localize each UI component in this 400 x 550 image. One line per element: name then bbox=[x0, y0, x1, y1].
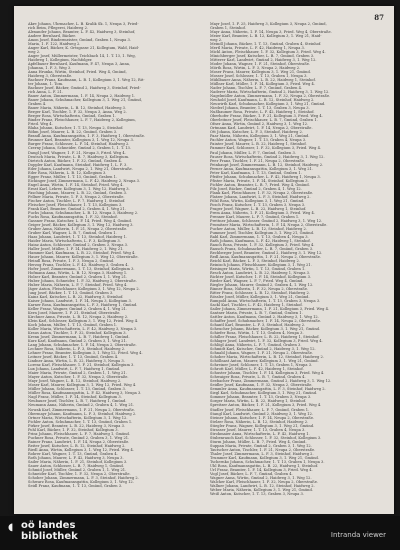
directory-entry-line: Burger Franz, Schlosser, L. F. 14, Steinhof, Haidweg 2. bbox=[28, 142, 130, 147]
right-column bbox=[210, 22, 382, 496]
directory-entry-line: ter Johann, 1. Tom. bbox=[28, 82, 64, 87]
directory-entry-line: Maria, 1. F. 122, Haidweg 2. bbox=[28, 42, 81, 47]
directory-entry-line: Lang Johann, Schuhmacher, 1. F. 14, Neupa 2, Oberstraße. bbox=[28, 343, 137, 348]
directory-entry-line: Peter Karl, Kaufmann, 1. T. 13, Gmünd, Graben 1. bbox=[210, 170, 302, 175]
directory-entry-line: Fuchs Johann, Schuhmacher, L. B. 12, Neupa 3, Haidweg 2. bbox=[28, 210, 139, 215]
directory-entry-line: Platzer Johann, Landwirt, L. F. 3, Steinhof, Haidweg 2. bbox=[210, 194, 311, 199]
directory-entry-line: Minichberger Josef, Kutscher, L. B. 7, Gmünd, Graben 3. bbox=[210, 54, 315, 59]
directory-entry-line: Ernst Karl, Lehrer, Kollegium 3, 1. Weg 12, Haidweg 3. bbox=[28, 186, 130, 191]
directory-entry-line: Sackl Karl, Tischler, L. F. 42, Haidweg 1, Steinhof. bbox=[210, 303, 303, 308]
directory-entry-line: Mayer Anton, Kutscher, 1. F. 32, Neupa 2, Oberstraße. bbox=[28, 375, 129, 380]
directory-entry-line: Heindl Rosa, Private, 1. F. 3, Neupa 2, Gmünd. bbox=[28, 258, 115, 263]
directory-entry-line: Rieder Karl, Wagner, L. F. 7, Fried. Weg 4, Gmünd. bbox=[210, 279, 304, 283]
directory-entry-line: Resch Anton, Landwirt, L. B. 22, Haidweg 1, Neupa 3. bbox=[210, 270, 311, 275]
directory-entry-line: Jäger Anton, Fleischhauer, Kollegium 3, 1. Weg 12, Neupa 2. bbox=[28, 287, 140, 292]
directory-entry-line: Ortmann Karl, Landwirt, 1. F. 14, Neupa 2, Oberstraße. bbox=[210, 126, 313, 131]
directory-entry-line: Prenner Karl, Maurer, L. F. 7, Gmünd, Graben 1. bbox=[210, 214, 300, 219]
directory-entry-line: Strohmaier Anna, Wirtschafterin, L. F. 42, Haidweg 1. bbox=[210, 431, 310, 436]
directory-entry-line: Hainz Anton, Schlosser, Gmünd 2, Graben 3, Neupa 3. bbox=[28, 242, 129, 247]
directory-entry-line: Pilz Josef, Bäcker, Gmünd 2, Graben 4, 1. Weg 12. bbox=[210, 186, 302, 191]
directory-entry-line: Schmidt Karl, Kutscher, Gmünd 2, Haidweg 3, 1. Weg 12. bbox=[210, 347, 316, 352]
directory-entry-line: Lindner Anna, Wirtin, L. B. 22, Haidweg 3, Neupa 3. bbox=[28, 359, 125, 364]
directory-entry-line: Böhm Josef, Maurer, L. B. 22, Gmünd, Graben 3. bbox=[28, 130, 118, 135]
directory-entry-line: Müller Johann, Schlosser, 1. T. 13, Gmünd, Graben 3. bbox=[28, 387, 126, 392]
directory-entry-line: Rausch Franz, Schuhmacher, L. B. 7, Gmünd, Graben 3. bbox=[210, 246, 314, 251]
directory-entry-line: Obermayr Johann, Kaufmann, L. F. 3, Steinhof, Haidweg 2. bbox=[28, 411, 137, 416]
directory-entry-line: rich Anna, L. F. 21. bbox=[28, 90, 63, 95]
directory-entry-line: Paar Maria, Näherin, Kollegium 3, 1. Weg 21, Gmünd. bbox=[210, 134, 310, 139]
directory-entry-line: Rössler Josef, Müller, Kollegium 3, 1. Weg 21, Gmünd. bbox=[210, 295, 310, 300]
directory-entry-line: Michl Anton, Fleischhauer, 1. F. 32, Kollegium 3, Fried. Weg 4. bbox=[210, 50, 326, 55]
directory-entry-line: Bauer Maria, Näherin, L. B. 12, Steinhof, Haidweg 3. bbox=[28, 106, 127, 111]
directory-entry-line: Mosser Josef, Schlosser, 1. T. 13, Graben 1, Neupa 3. bbox=[210, 74, 308, 79]
directory-entry-line: Frank Karl, Beamter, Gmünd 2, Graben 4, 1. Weg 21. bbox=[28, 206, 126, 211]
directory-entry-line: Schwarz Rosa, Kaufmannsgattin, Kollegium 3, 1. Weg 12. bbox=[28, 479, 134, 484]
directory-entry-line: Stangl Karl, Landwirt, Gmünd 2, Haidweg 3, 1. Weg 12. bbox=[210, 411, 313, 416]
directory-entry-line: Hofmann Anna, Wirtin, L. B. 12, Neupa 3, Haidweg 1. bbox=[28, 270, 128, 275]
directory-entry-line: Tautscher Anton, Tischler, 1. F. 21, Neupa 2, Oberstraße. bbox=[210, 447, 316, 452]
directory-entry-line: Sturm Johann, Müller, L. B. 7, Fried. Weg 4, Gmünd. bbox=[210, 439, 307, 444]
directory-entry-line: Hauer Johann, Maurer, Kollegium 3, 1. Weg 12, Oberstraße. bbox=[28, 254, 139, 259]
directory-entry-line: Schuster Johann, Tischler, 1. F. 14, Kollegium 3, Fried. Weg 4. bbox=[210, 371, 325, 376]
directory-entry-line: Nußbaumer Rosa, Private, L. F. 42, Haidweg 1, Steinhof. bbox=[210, 110, 315, 115]
directory-entry-line: Schlögl Anna, Näherin, L. F. 7, Gmünd, Graben 3. bbox=[210, 343, 302, 348]
directory-entry-line: Mayr Anna, Näherin, 1. F. 14, Neupa 3, Fried. Weg 4, Oberstraße. bbox=[210, 30, 332, 35]
directory-entry-line: Haas Johann, Landwirt, 1. T. 13, Steinhof, Haidweg 1. bbox=[28, 234, 128, 239]
directory-entry-line: Stubenrauch Karl, Schlosser, 1. F. 32, Steinhof, Kollegium 3. bbox=[210, 435, 322, 440]
directory-entry-line: Rabl Karl, Zimmermann, 1. T. 13, Graben 4, Neupa 3. bbox=[210, 234, 309, 239]
directory-entry-line: Apfelbauer Bernhard, Kaufmann, F. 47, Neupa 3, Anna, bbox=[28, 62, 131, 67]
directory-entry-line: Binder Franz, Fleischhauer, L. F. 7, Haidweg 2, Kollegium, bbox=[28, 118, 136, 123]
directory-entry-line: Berger Karl, Tischler, 1. F. 32, Neupa 3, Anna, Weg 2. bbox=[28, 110, 127, 115]
directory-entry-line: Schober Maria, Wirtschafterin, L. B. 12, Steinhof, Haidweg 2. bbox=[210, 355, 324, 360]
directory-entry-line: Gassner Franz, Kutscher, L. F. 14, Fried. Weg 4, Gmünd. bbox=[28, 218, 132, 223]
directory-entry-line: Bauer Anton, Zimmermann, 1. F. 14, Neupa 2, Haidweg 1. bbox=[28, 94, 136, 99]
directory-entry-line: Egger Franz, Müller, 1. T. 13, Gmünd, Graben 1. bbox=[28, 174, 118, 179]
directory-entry-line: Naderer Maria, Wirtschafterin, Gmünd 2, Haidweg 3, 1. Weg 12. bbox=[210, 90, 330, 95]
directory-entry-line: Steiner Johann, Kutscher, 1. F. 14, Neupa 2, Oberstraße. bbox=[210, 415, 315, 420]
directory-entry-line: Pammer Karl, Schlosser, 1. F. 32, Kollegium 3, Fried. Weg 4. bbox=[210, 146, 322, 151]
directory-entry-line: Schnabl Johann, Wagner, 1. F. 21, Neupa 2, Oberstraße. bbox=[210, 351, 314, 356]
directory-entry-line: Mitterer Karl, Landwirt, Gmünd 2, Haidweg 3, 1. Weg 12. bbox=[210, 58, 317, 63]
directory-entry-line: Seidl Franz, Kaufmann, 1. T. 13, Gmünd, Graben 3. bbox=[28, 483, 123, 488]
directory-entry-line: Spreitzer Anton, Bäcker, 1. F. 21, Kollegium 3, Fried. Weg 4. bbox=[210, 403, 322, 408]
directory-entry-line: Geiger Josef, Bäcker, Kollegium 3, 1. Weg 12, Haidweg 3. bbox=[28, 222, 134, 227]
directory-entry-line: Czerny Johann, Schneider, Gmünd 2, Graben 1, 1. T. 13. bbox=[28, 146, 131, 151]
logo-line-1: oö landes bbox=[21, 520, 76, 531]
directory-entry-line: Eder Johann, Landwirt, Neupa 2, 1. Weg 21, Oberstraße. bbox=[28, 166, 133, 171]
directory-entry-line: Rainer Franz, Landwirt, 1. F. 14, Neupa 2, Oberstraße. bbox=[28, 439, 130, 444]
directory-entry-line: Pfister Maria, Private, 1. F. 14, Steinhof, Kollegium 3. bbox=[210, 178, 309, 183]
directory-entry-line: Huber Maria, Näherin, L. F. 7, Steinhof, Fried. Weg 4. bbox=[28, 283, 128, 288]
library-logo-icon: ◖ bbox=[8, 522, 14, 533]
directory-entry-line: Ortner Maria, Wirtschafterin, Kollegium 3, 1. Weg 12. bbox=[28, 415, 128, 420]
directory-entry-line: Doppler Karl, Kaufmann, Steinhof, Haidweg 1, L. F. 3. bbox=[28, 162, 128, 167]
directory-entry-line: Mayr Josef, 1. F. 25, Haidweg 3, Kollegium 3, Neupa 2, Gmünd, bbox=[210, 22, 327, 26]
directory-entry-line: Karner Rosa, Kaufmannsgattin, L. F. 3, Haidweg 1, Gmünd. bbox=[28, 303, 138, 308]
directory-entry-line: Trummer Karl, Kaufmann, Kollegium 3, 1. Weg 21, Gmünd. bbox=[210, 455, 320, 460]
directory-entry-line: Müllner Karl, Müller, 1. F. 14, Kollegium 3, Fried. Weg 4. bbox=[210, 82, 315, 87]
directory-entry-line: Sailer Johann, Zimmermann, 1. F. 21, Kollegium 3, Fried. Weg 4. bbox=[210, 307, 330, 312]
directory-entry-line: Fellner Maria, Private, 1. F. 3, Neupa 2, Oberstraße. bbox=[28, 194, 125, 199]
directory-entry-line: Tschernko Johann, Schuhmacher, 1. T. 13, Graben 1, Neupa 3. bbox=[210, 459, 325, 464]
directory-entry-line: Lux Johann, Landwirt, L. F. 7, Haidweg 1, Gmünd. bbox=[28, 367, 121, 372]
directory-entry-line: Kirchner Anna, Private, L. B. 12, Neupa 2, Haidweg 2. bbox=[28, 315, 129, 320]
directory-entry-line: Siegl Karl, Schuhmacher, Kollegium 3, 1. Weg 21, Gmünd. bbox=[210, 391, 318, 396]
directory-entry-line: Rechberger Josef, Beamter, Gmünd 2, Haidweg 3, 1. Weg 12. bbox=[210, 250, 323, 255]
directory-entry-line: rich Beim, Pflegerei, Haidweg 2. bbox=[28, 26, 89, 31]
directory-entry-line: Kraus Anton, Tischler, 1. F. 32, Steinhof, Kollegium 3. bbox=[28, 331, 127, 336]
directory-entry-line: Weber Maria, Näherin, Kollegium 3, 1. Weg 21, Gmünd. bbox=[210, 487, 313, 492]
directory-entry-line: Gruber Anna, Näherin, 1. F. 21, Neupa 2, Oberstraße. bbox=[28, 226, 128, 231]
directory-entry-line: Posch Franz, Kutscher, 1. T. 13, Graben 3, Neupa 3. bbox=[210, 202, 306, 207]
directory-entry-line: Eder Rosa, Näherin, L. B. 12, Kollegium 3. bbox=[28, 170, 107, 175]
directory-entry-line: Akre Johann, Uhrmacher, L. B. Kralik Sk. 1, Neupa 3, Fried- bbox=[28, 22, 139, 26]
directory-entry-line: Mayr Josef, Wagner, L. B. 12, Steinhof, Haidweg 2. bbox=[28, 379, 122, 384]
directory-entry-line: Engel Anna, Wirtin, 1. F. 14, Steinhof, Fried. Weg 4. bbox=[28, 182, 124, 187]
directory-entry-line: Haller Josef, Müller, 1. F. 14, Haidweg 2, 1. Weg 21. bbox=[28, 246, 124, 251]
directory-entry-line: Pirker Josef, Beamter, L. B. 22, Haidweg 3, Neupa 3. bbox=[28, 423, 126, 428]
directory-entry-line: Weiß Anton, Kutscher, 1. T. 13, Graben 3, Neupa 3. bbox=[210, 491, 304, 496]
directory-entry-line: Suppan Maria, Private, Gmünd 2, Graben 3, 1. Weg 12. bbox=[210, 443, 312, 448]
directory-entry-line: Plank Karl, Fleischhauer, 1. F. 32, Neupa 2, Oberstraße. bbox=[210, 190, 314, 195]
directory-entry-line: Walcher Karl, Fleischhauer, 1. F. 32, Neupa 2, Oberstraße. bbox=[210, 479, 319, 484]
directory-entry-line: Mörth Rosa, Wirtin, L. F. 3, Neupa 2, Haidweg 2. bbox=[210, 66, 301, 71]
directory-entry-line: Peer Franz, Tischler, 1. F. 21, Neupa 2, Oberstraße. bbox=[210, 158, 306, 163]
directory-entry-line: Nagl Franz, Müller, 1. F. 14, Steinhof, Kollegium 3. bbox=[28, 395, 122, 400]
directory-entry-line: Stadler Josef, Fleischhauer, L. F. 7, Gmünd, Graben 1. bbox=[210, 407, 310, 412]
directory-entry-line: Kern Josef, Maurer, 1. F. 21, Steinhof, Oberstraße. bbox=[28, 311, 121, 316]
directory-entry-line: weg 2. bbox=[28, 50, 41, 55]
directory-entry-line: Santner Maria, Private, L. B. 7, Gmünd, Graben 1. bbox=[210, 311, 303, 316]
directory-entry-line: Kurz Karl, Kaufmann, Gmünd 2, Graben 3, 1. Weg 21. bbox=[28, 339, 127, 344]
directory-entry-line: Mertl Maria, Private, L. F. 42, Haidweg 1, Neupa 3. bbox=[210, 46, 305, 51]
directory-entry-line: Scheucher Johann, Bäcker, Kollegium 3, 1. Weg 21, Gmünd. bbox=[210, 327, 321, 332]
directory-entry-line: Roth Johann, Maurer, L. F. 42, Haidweg 3, Neupa 3. bbox=[28, 455, 124, 460]
directory-entry-line: Vogl Josef, Bäcker, L. F. 7, Gmünd, Graben 4. bbox=[210, 471, 293, 476]
directory-entry-line: Lechner Rosa, Näherin, L. F. 3, Steinhof, Haidweg 2. bbox=[28, 347, 126, 352]
directory-entry-line: Prinz Johann, Fleischhauer, L. F. 7, Haidweg 1, Gmünd. bbox=[28, 431, 131, 436]
directory-entry-line: Reiter Josef, Kutscher, L. B. 12, Steinhof, Haidweg 2. bbox=[28, 443, 126, 448]
directory-entry-line: Rauch Rosa, Private, 1. F. 32, Kollegium 3, Fried. Weg 4. bbox=[210, 242, 315, 247]
directory-entry-line: Riedl Anna, Wirtin, Kollegium 3, 1. Weg 12, Fried. Weg 4. bbox=[28, 447, 134, 452]
directory-entry-line: Fuchs Rosa, Kaufmannsgattin, 1. F. 32, Steinhof. bbox=[28, 214, 118, 219]
directory-entry-line: Pohl Karl, Bäcker, 1. F. 32, Steinhof, Kollegium 3. bbox=[28, 427, 119, 432]
directory-entry-line: Graben 1, Steinhof. bbox=[210, 26, 246, 31]
directory-entry-line: Schober Johann, Zimmermann, L. F. 3, Steinhof, Haidweg 2. bbox=[28, 475, 139, 480]
directory-entry-line: Koller Maria, Wirtschafterin, L. F. 42, Haidweg 3, Neupa 3. bbox=[28, 327, 138, 332]
directory-entry-line: Rath Johann, Kaufmann, L. F. 42, Haidweg 1, Steinhof. bbox=[210, 238, 311, 243]
directory-entry-line: Schlager Josef, Landwirt, 1. F. 32, Kollegium 3, Fried. Weg 4. bbox=[210, 339, 323, 344]
directory-entry-line: Dangl Josef, Wagner, 1. F. 21, Neupa 3, Fried. Weg 4. bbox=[28, 150, 126, 155]
directory-entry-line: Pfeifer Johann, Schuhmacher, L. F. 42, Haidweg 1, Neupa 3. bbox=[210, 174, 321, 179]
directory-entry-line: Neuhold Josef, Kaufmann, L. B. 12, Steinhof, Haidweg 2. bbox=[210, 98, 315, 103]
directory-entry-line: weg 2. bbox=[210, 38, 223, 43]
left-column bbox=[28, 22, 200, 488]
directory-entry-line: Haidweg 1, Kollegium, Nachfolger. bbox=[28, 58, 93, 63]
directory-entry-line: Lehner Franz, Beamter, Kollegium 3, 1. Weg 12, Fried. Weg 4. bbox=[28, 351, 143, 356]
directory-entry-line: Schwaiger Rosa, Private, L. B. 7, Gmünd, Graben 4. bbox=[210, 375, 306, 380]
directory-entry-line: Anger Josef, Müllermeister, Teichbach 14, 1. T. 13, 1. Weg, bbox=[28, 54, 136, 59]
directory-entry-line: Schiller Franz, Fleischhauer, L. B. 22, Haidweg 1, Steinhof. bbox=[210, 335, 320, 340]
directory-entry-line: Reinisch Johann, Fleischhauer, Kollegium 3, 1. Weg 21. bbox=[210, 262, 312, 267]
logo-line-2: bibliothek bbox=[21, 531, 78, 542]
directory-entry-line: Pachler Anton, Wagner, 1. T. 13, Graben 4, Neupa 3. bbox=[210, 138, 307, 143]
directory-entry-line: Puchner Rosa, Private, Gmünd 2, Graben 3, 1. Weg 21. bbox=[28, 435, 130, 440]
directory-entry-line: Keller Franz, Wagner, Gmünd 2, Graben 4, 1. Weg 21. bbox=[28, 307, 128, 312]
directory-entry-line: Rohrer Karl, Wagner, 1. T. 13, Gmünd, Graben 4. bbox=[28, 451, 118, 456]
directory-entry-line: Amon Josef, Bindermeister, Gmünd, Graben 1, Neupa 3. bbox=[28, 38, 131, 43]
directory-entry-line: Richter Josef, Kutscher, 1. F. 14, Steinhof, Kollegium 3. bbox=[210, 274, 312, 279]
directory-entry-line: Pölzl Rosa, Wirtin, Kollegium 3, 1. Weg 21, Gmünd. bbox=[210, 198, 305, 203]
directory-entry-line: Painter Josef, Maurer, L. B. 22, Haidweg 1, Steinhof. bbox=[210, 142, 307, 147]
directory-entry-line: Kainz Karl, Kutscher, L. B. 22, Haidweg 3, Steinhof. bbox=[28, 295, 124, 300]
directory-entry-line: Oberleitner Josef, Fleischhauer, L. B. 7, Gmünd, Graben 1. bbox=[210, 118, 318, 123]
directory-entry-line: Moder Johann, Wagner, 1. F. 21, Steinhof, Oberstraße. bbox=[210, 62, 311, 67]
directory-entry-line: Nader Johann, Tischler, L. F. 7, Gmünd, Graben 4. bbox=[210, 86, 303, 91]
directory-entry-line: Url Franz, Beamter, 1. F. 14, Kollegium 3, Fried. Weg 4. bbox=[210, 467, 313, 472]
directory-entry-line: Rinner Rosa, Näherin, 1. F. 32, Neupa 2, Oberstraße. bbox=[210, 287, 309, 292]
directory-entry-line: Sorger Maria, Wirtin, L. B. 22, Haidweg 1, Steinhof. bbox=[210, 399, 307, 404]
directory-entry-line: Bachner Josef, Bäcker, Gmünd 2, Haidweg 3, Steinhof, Fried- bbox=[28, 86, 141, 91]
directory-entry-line: Uhl Rosa, Kaufmannsgattin, L. B. 22, Haidweg 1, Steinhof. bbox=[210, 463, 319, 468]
directory-entry-line: Pauser Rosa, Wirtschafterin, Gmünd 2, Haidweg 3, 1. Weg 12. bbox=[210, 154, 325, 159]
page-number: 87 bbox=[374, 13, 384, 22]
directory-entry-line: Niederl Johann, Beamter, 1. T. 13, Graben 3, Neupa 3. bbox=[210, 106, 310, 111]
directory-entry-line: Gruber Karl, Wagner, L. B. 7, Gmünd, Graben 1. bbox=[28, 230, 117, 235]
directory-entry-line: Pucher Anton, Müller, L. B. 12, Steinhof, Haidweg 2. bbox=[210, 226, 307, 231]
directory-entry-line: Neumann Anna, Näherin, Gmünd 2, Graben 4, 1. Weg 21. bbox=[28, 403, 135, 408]
scanned-page bbox=[14, 6, 394, 514]
directory-entry-line: Lorenz Karl, Fleischhauer, 1. F. 21, Steinhof, Kollegium 3. bbox=[28, 363, 135, 368]
directory-entry-line: Johanna, 1. F. 3, Weg 3. bbox=[28, 66, 72, 71]
directory-entry-line: Sauer Anton, Schlosser, L. B. 7, Haidweg 1, Gmünd. bbox=[28, 463, 125, 468]
directory-entry-line: Ofner Anna, Wirtin, Gmünd 2, Haidweg 3, 1. Weg 12. bbox=[210, 122, 309, 127]
directory-entry-line: Schaffer Josef, Schuhmacher, 1. F. 14, Neupa 2, Oberstraße. bbox=[210, 319, 322, 324]
directory-entry-line: Prem Anna, Näherin, 1. F. 21, Kollegium 3, Fried. Weg 4. bbox=[210, 210, 315, 215]
directory-entry-line: Fischer Anton, Tischler, L. F. 7, Haidweg 1, Steinhof. bbox=[28, 198, 126, 203]
directory-entry-line: Müller Rosa, Kaufmannsgattin, L. F. 42, Haidweg 3, Neupa 3. bbox=[28, 391, 142, 396]
directory-entry-line: Fried. Weg 4. bbox=[28, 122, 53, 127]
directory-entry-line: Sailer Maria, Näherin, 1. F. 21, Steinhof, Kollegium 3. bbox=[28, 459, 128, 464]
viewer-label[interactable]: Intranda viewer bbox=[330, 531, 386, 539]
directory-entry-line: Perner Anna, Kaufmannsgattin, Kollegium 3, 1. Weg 21. bbox=[210, 166, 314, 171]
directory-entry-line: Oberhofer Franz, Bäcker, 1. F. 21, Kollegium 3, Fried. Weg 4. bbox=[210, 114, 323, 119]
directory-entry-line: Pichler Anton, Schuhmacher, 1. T. 13, Gmünd, Graben 1. bbox=[28, 419, 133, 424]
directory-entry-line: Thaler Josef, Zimmermann, L. F. 3, Steinhof, Haidweg 2. bbox=[210, 451, 314, 456]
directory-entry-line: Meindl Johann, Bäcker, 1. T. 13, Gmünd, Graben 4, Steinhof. bbox=[210, 42, 322, 47]
directory-entry-line: Herzog Franz, Tischler, L. F. 42, Haidweg 3, Graben 4. bbox=[28, 262, 129, 267]
directory-entry-line: Alexander Johann, Beamter, L. F. 42, Haidweg 3, Steinhof, bbox=[28, 30, 136, 35]
directory-entry-line: Promitzer Maria, Wirtschafterin, 1. F. 14, Neupa 2, Oberstraße. bbox=[210, 222, 328, 227]
directory-entry-line: Wallner Johann, Landwirt, L. B. 12, Steinhof, Haidweg 2. bbox=[210, 483, 315, 488]
directory-entry-line: Schöllnast Anton, Maurer, Kollegium 3, 1. Weg 21, Gmünd. bbox=[210, 359, 319, 364]
directory-entry-line: Anna Hrunka, Wirtin, Steinhof, Fried. Weg 4, Gmünd, bbox=[28, 70, 127, 75]
directory-entry-line: Haidweg 3, Oberstraße. bbox=[28, 74, 73, 79]
directory-entry-line: Redl Anna, Kaufmannsgattin, 1. F. 21, Neupa 2, Oberstraße. bbox=[210, 254, 322, 259]
directory-entry-line: Prager Josef, Wagner, L. B. 22, Haidweg 1, Steinhof. bbox=[210, 206, 307, 211]
directory-entry-line: Berger Rosa, Wirtschafterin, Gmünd, Graben 1. bbox=[28, 114, 116, 119]
directory-entry-line: Pichler Anton, Beamter, L. B. 7, Fried. Weg 4, Gmünd. bbox=[210, 182, 310, 187]
directory-entry-line: Brandl Anna, Kaufmannsgattin, 1. F. 3, Haidweg 1, Oberstraße. bbox=[28, 134, 146, 139]
directory-entry-line: Seidler Josef, Kaufmann, 1. F. 32, Neupa 2, Oberstraße. bbox=[210, 383, 313, 388]
directory-entry-line: Andere Bernhard, Bäcker. bbox=[28, 34, 76, 39]
directory-entry-line: Dietrich Anton, Bäcker, 1. F. 32, Gmünd, Graben 4. bbox=[28, 158, 122, 163]
directory-entry-line: Fleischer Josef, Fleischhauer, 1. T. 13, Kollegium 3. bbox=[28, 202, 123, 207]
directory-entry-line: Schneider Karl, Tischler, 1. F. 32, Neupa 2, Oberstraße. bbox=[28, 471, 131, 476]
directory-entry-line: Paul Johann, Müller, L. F. 7, Gmünd, Graben 3. bbox=[210, 150, 296, 155]
directory-entry-line: Nagelmüller Anton, Zimmermann, 1. F. 32, Neupa 2, Oberstraße. bbox=[210, 94, 331, 99]
directory-entry-line: Klein Karl, Schlosser, Kollegium 3, 1. Weg 12, Fried. Weg 4. bbox=[28, 319, 139, 324]
directory-entry-line: Brunner Karl, Beamter, Kollegium 3, 1. Weg 12, Neupa 3. bbox=[28, 138, 134, 143]
directory-entry-line: Strasser Josef, Maurer, 1. T. 13, Graben 4, Neupa 3. bbox=[210, 427, 306, 432]
directory-entry-line: Maier Maria, Private, Gmünd 2, Graben 1, 1. Weg 21. bbox=[28, 371, 127, 376]
directory-entry-line: Fasching Johann, Maurer, L. B. 22, Gmünd, Graben 3. bbox=[28, 190, 128, 195]
directory-entry-line: Ott Johann, Kutscher, L. F. 3, Steinhof, Haidweg 2. bbox=[210, 130, 303, 135]
viewer-footer bbox=[0, 516, 400, 550]
directory-entry-line: Eichinger Josef, Zimmermann, L. F. 42, Haidweg 2, Neupa 3. bbox=[28, 178, 141, 183]
directory-entry-line: Hofer Josef, Zimmermann, 1. T. 13, Steinhof, Kollegium 3. bbox=[28, 266, 135, 271]
directory-entry-line: Blaha Johann, Kutscher, 1. T. 13, Neupa 2, Steinhof. bbox=[28, 126, 124, 131]
directory-entry-line: Krenn Josef, Zimmermann, L. B. 7, Haidweg 1, Gmünd. bbox=[28, 335, 130, 340]
directory-entry-line: Graben 4. bbox=[28, 102, 47, 107]
directory-entry-line: Meier Karl, Beamter, L. B. 12, Kollegium 3, 1. Weg 21, Haid- bbox=[210, 34, 322, 39]
directory-entry-line: Wagner Anna, Wirtin, Gmünd 2, Haidweg 3, 1. Weg 12. bbox=[210, 475, 312, 480]
directory-entry-line: Schantl Karl, Beamter, L. F. 3, Steinhof, Haidweg 2. bbox=[210, 323, 306, 328]
directory-entry-line: Sattler Anton, Kaufmann, Gmünd 2, Haidweg 3, 1. Weg 12. bbox=[210, 315, 319, 320]
directory-entry-line: Leitner Josef, Bäcker, 1. T. 13, Gmünd, Graben 4. bbox=[28, 355, 119, 360]
directory-entry-line: Pummer Josef, Tischler, Kollegium 3, 1. Weg 21, Gmünd. bbox=[210, 230, 315, 235]
directory-entry-line: Nowak Karl, Zimmermann, 1. F. 21, Neupa 2, Oberstraße. bbox=[28, 407, 135, 412]
directory-entry-line: Schiefer Rosa, Wirtin, 1. T. 13, Graben 4, Neupa 3. bbox=[210, 331, 304, 336]
directory-entry-line: Anger Karl, Bäcker, K. Ortsgasse 21, Kollegium, Wald, Haid- bbox=[28, 46, 140, 51]
directory-entry-line: Reichl Karl, Bäcker, L. F. 3, Steinhof, Haidweg 2. bbox=[210, 258, 301, 263]
directory-entry-line: Huber Johann, Schneider, 1. F. 32, Haidweg 2, Oberstraße. bbox=[28, 279, 137, 283]
directory-entry-line: Reisinger Maria, Wirtin, 1. T. 13, Gmünd, Graben 1. bbox=[210, 266, 306, 271]
directory-entry-line: Koch Johann, Müller, 1. T. 13, Gmünd, Graben 1. bbox=[28, 323, 118, 328]
directory-entry-line: Semmler Anna, Kaufmannsgattin, L. F. 3, Steinhof, Haidweg 2. bbox=[210, 387, 326, 392]
directory-entry-line: Kaiser Johann, Landwirt, 1. F. 14, Neupa 3, Kollegium 3. bbox=[28, 299, 133, 304]
directory-entry-line: Neubauer Josef, Tischler, L. B. 7, Haidweg 1, Gmünd. bbox=[28, 399, 127, 404]
directory-entry-line: Deutsch Maria, Private, L. B. 7, Haidweg 3, Kollegium. bbox=[28, 154, 130, 159]
directory-entry-line: Neuwirth Karl, Schuhmacher, Kollegium 3, 1. Weg 21, Gmünd. bbox=[210, 102, 326, 107]
directory-entry-line: Hammer Karl, Kaufmann, L. B. 22, Steinhof, Fried. Weg 4. bbox=[28, 250, 136, 255]
directory-entry-line: Schrott Karl, Müller, L. F. 42, Haidweg 1, Steinhof. bbox=[210, 367, 304, 372]
directory-entry-line: Stelzer Rosa, Näherin, L. B. 12, Steinhof, Haidweg 2. bbox=[210, 419, 309, 424]
directory-entry-line: Peinhaupt Josef, Zimmermann, L. B. 12, Steinhof, Haidweg 2. bbox=[210, 162, 324, 167]
directory-entry-line: Riegler Johann, Maurer, Gmünd 2, Graben 4, 1. Weg 12. bbox=[210, 283, 314, 288]
directory-entry-line: Rumpold Anna, Wirtschafterin, 1. T. 13, Graben 3, Neupa 3. bbox=[210, 299, 321, 304]
directory-entry-line: Bachner Franz, Kaufmann, L. B. 1, Kollegium 3, 1. Weg 12, Rit- bbox=[28, 78, 145, 83]
directory-entry-line: Schreiner Josef, Schlosser, 1. T. 13, Graben 1, Neupa 3. bbox=[210, 363, 313, 368]
directory-entry-line: Sommer Johann, Beamter, 1. T. 13, Graben 3, Neupa 3. bbox=[210, 395, 312, 400]
directory-entry-line: Moser Franz, Maurer, Kollegium 3, 1. Weg 21, Gmünd. bbox=[210, 70, 311, 75]
directory-entry-line: Moser Karl, Maurer, Kollegium 3, 1. Weg 12, Fried. Weg 4. bbox=[28, 383, 137, 388]
directory-entry-line: Ritter Franz, Schlosser, L. B. 12, Steinhof, Haidweg 2. bbox=[210, 291, 310, 296]
directory-entry-line: Stiegler Franz, Wagner, Kollegium 3, 1. Weg 21, Gmünd. bbox=[210, 423, 315, 428]
directory-entry-line: Mühlbauer Anna, Näherin, L. B. 22, Haidweg 1, Steinhof. bbox=[210, 78, 316, 83]
directory-entry-line: Jung Josef, Bäcker, 1. T. 13, Gmünd, Graben 3. bbox=[28, 291, 114, 296]
directory-entry-line: Schmid Josef, Müller, Gmünd 2, Graben 1, 1. Weg 21. bbox=[28, 467, 127, 472]
directory-entry-line: Bauer Johann, Schuhmacher, Kollegium 3, 1. Weg 21, Gmünd, bbox=[28, 98, 143, 103]
directory-entry-line: Prettner Johann, Schlosser, Gmünd 2, Haidweg 3, 1. Weg 12. bbox=[210, 218, 323, 223]
directory-entry-line: Seebacher Franz, Zimmermann, Gmünd 2, Haidweg 3, 1. Weg 12. bbox=[210, 379, 332, 384]
directory-entry-line: Haider Maria, Wirtschafterin, L. F. 3, Kollegium 3. bbox=[28, 238, 121, 243]
directory-entry-line: Holzer Karl, Beamter, Gmünd 2, Graben 1, 1. Weg 21. bbox=[28, 274, 128, 279]
